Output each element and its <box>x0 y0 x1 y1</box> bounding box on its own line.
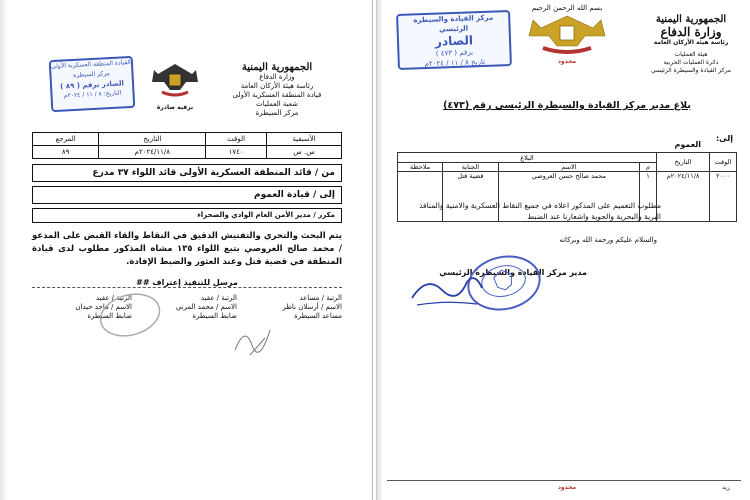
table-cell-date: ٢٠٢٤/١١/٨م <box>657 172 710 222</box>
table-cell-priority: س. س <box>266 146 341 159</box>
table-cell-name: محمد صالح حسن العروصي <box>498 172 639 222</box>
left-republic: الجمهورية اليمنية <box>241 62 313 73</box>
handwritten-signature-icon <box>407 270 487 310</box>
left-header-line: شعبة العمليات <box>256 100 298 108</box>
right-basmala: بسم الله الرحمن الرحيم <box>531 4 603 12</box>
left-body-text: يتم البحث والتحري والتفتيش الدقيق في النقاط والقاء القبض على المدعو / محمد صالح العروصي بتبع اللواء ١٣٥ مشاه المذكور مطلوب لدى قيادة المنطقة في قضية قتل وعند العثور والضبط الإفادة. <box>32 231 342 267</box>
right-ministry: وزارة الدفاع <box>660 25 722 39</box>
left-stamp-line: مركز السيطرة <box>73 70 110 79</box>
table-header-no: م <box>640 163 657 172</box>
table-header-priority: الأسبقية <box>266 133 341 146</box>
table-cell-crime: قضية قتل <box>443 172 499 222</box>
right-staff: رئاسة هيئة الأركان العامة <box>653 39 729 46</box>
right-footer-right: زيد <box>722 484 730 491</box>
table-header-reference: المرجع <box>33 133 99 146</box>
table-cell-no: ١ <box>640 172 657 222</box>
handwritten-signature-icon <box>230 320 280 360</box>
right-stamp-line: برقم ( ٤٧٣ ) <box>435 48 474 58</box>
left-header <box>222 62 332 118</box>
table-header-report: البلاغ <box>398 153 657 163</box>
left-stamp-line: القيادة المنطقة العسكرية الأولى <box>50 58 131 71</box>
left-stamp-line: التاريخ: ٨ / ١١ / ٢٠٢٤م <box>63 89 122 100</box>
signature-role: ضابط السيطرة <box>192 312 237 320</box>
right-title: بلاغ مدير مركز القيادة والسيطرة الرئيسي رقم (٤٧٣) <box>443 100 691 111</box>
signature-rank: الرتبة / عقيد <box>95 294 132 302</box>
left-footer-line: مرسل للتنفيذ إعتراف ## <box>32 278 342 288</box>
right-closing: والسلام عليكم ورحمة الله وبركاته <box>559 236 657 244</box>
signature-rank: الرتبة / عقيد <box>200 294 237 302</box>
table-header-date: التاريخ <box>99 133 206 146</box>
right-issued-stamp <box>396 10 512 70</box>
right-ops: هيئة العمليات <box>674 51 708 58</box>
right-stamp-line: تاريخ ٨ / ١١ / ٢٠٢٤م <box>424 57 486 69</box>
right-to-label: إلى: <box>715 134 733 143</box>
right-footer-rule <box>387 480 741 481</box>
table-header-time: الوقت <box>206 133 267 146</box>
right-to-value: العموم <box>674 140 701 149</box>
right-republic: الجمهورية اليمنية <box>655 14 727 25</box>
left-header-line: قيادة المنطقة العسكرية الأولى <box>232 91 322 99</box>
right-footer-classification: محدود <box>557 484 577 491</box>
table-header-time: الوقت <box>710 153 737 172</box>
table-cell-time: ١٧٤٠ <box>206 146 267 159</box>
table-cell-date: ٢٠٢٤/١١/٨م <box>99 146 206 159</box>
right-body-text: مطلوب التعميم على المذكور اعلاه في جميع النقاط العسكرية والامنية والمنافذ البرية والبحرية والجوية واشعارنا عند الضبط <box>419 201 661 221</box>
right-classification: محدود <box>557 58 577 65</box>
cc-line: مكرر / مدير الأمن العام الوادي والصحراء <box>32 208 342 223</box>
right-signature-title: مدير مركز القيادة والسيطرة الرئيسي <box>439 268 587 277</box>
right-header <box>641 14 741 75</box>
table-cell-reference: ٨٩ <box>33 146 99 159</box>
left-form-title: برقية صادرة <box>156 104 194 111</box>
right-war-ops: دائرة العمليات الحربية <box>663 59 719 66</box>
left-scan-edge <box>0 0 8 500</box>
signature-role: مساعد السيطرة <box>294 312 342 320</box>
yemen-eagle-emblem-icon <box>150 60 200 100</box>
table-header-name: الاسم <box>498 163 639 172</box>
left-stamp-line: الصادر برقم ( ٨٩ ) <box>59 79 125 91</box>
signature-name: الاسم / أرسلان ناظر <box>282 303 342 311</box>
left-header-line: وزارة الدفاع <box>259 73 295 81</box>
left-message-table <box>32 132 342 159</box>
table-header-date: التاريخ <box>657 153 710 172</box>
right-stamp-line: الصادر <box>434 33 474 49</box>
yemen-eagle-emblem-icon <box>527 14 607 54</box>
table-cell-time: ٢٠٠٠ <box>710 172 737 222</box>
right-document <box>376 0 750 500</box>
table-header-note: ملاحظة <box>398 163 443 172</box>
to-line: إلى / قيادة العموم <box>32 186 342 204</box>
left-signatures <box>32 294 342 321</box>
left-document <box>0 0 373 500</box>
signature-name: الاسم / محمد المرني <box>175 303 237 311</box>
right-stamp-line: مركز القيادة والسيطرة الرئيسي <box>413 13 494 34</box>
left-header-line: مركز السيطرة <box>255 109 299 117</box>
signature-rank: الرتبة / مساعد <box>299 294 342 302</box>
signature-role: ضابط السيطرة <box>87 312 132 320</box>
left-control-stamp <box>49 56 136 112</box>
signature-name: الاسم / ماجد حيدان <box>75 303 132 311</box>
from-line: من / قائد المنطقة العسكرية الأولى قائد اللواء ٣٧ مدرع <box>32 164 342 182</box>
left-header-line: رئاسة هيئة الأركان العامة <box>240 82 314 90</box>
signature-block <box>242 294 342 321</box>
faded-seal-icon <box>95 290 165 340</box>
right-center: مركز القيادة والسيطرة الرئيسي <box>651 67 731 74</box>
table-header-crime: الجناية <box>443 163 499 172</box>
right-scan-edge <box>377 0 383 500</box>
